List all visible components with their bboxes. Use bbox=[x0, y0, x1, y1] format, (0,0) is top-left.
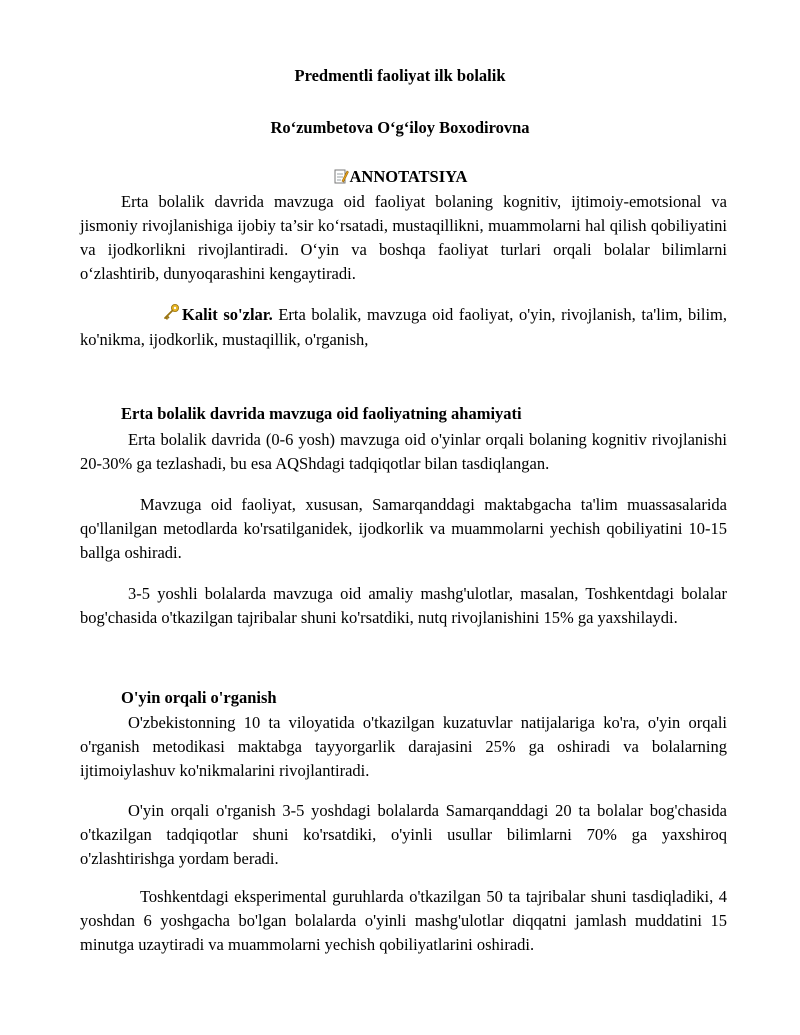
keywords-paragraph bbox=[80, 303, 727, 352]
author-name: Ro‘zumbetova O‘g‘iloy Boxodirovna bbox=[270, 118, 530, 137]
annotation-heading-row bbox=[0, 167, 800, 189]
section-heading-importance: Erta bolalik davrida mavzuga oid faoliyatning ahamiyati bbox=[121, 404, 522, 423]
key-icon bbox=[121, 303, 180, 328]
paper-title: Predmentli faoliyat ilk bolalik bbox=[294, 66, 506, 85]
section1-paragraph: Mavzuga oid faoliyat, xususan, Samarqanddagi maktabgacha ta'lim muassasalarida qo'llanilgan metodlarda ko'rsatilganidek, ijodkorlik va muammolarni yechish qobiliyatini 10-15 ballga oshiradi. bbox=[80, 495, 727, 562]
section2-paragraph: Toshkentdagi eksperimental guruhlarda o'tkazilgan 50 ta tajribalar shuni tasdiqladiki, 4 yoshdan 6 yoshgacha bo'lgan bolalarda o'yinli mashg'ulotlar diqqatni jamlash muddatini 15 minutga uzaytiradi va muammolarni yechish qobiliyatlarini oshiradi. bbox=[80, 887, 727, 954]
annotation-text-wrap bbox=[80, 190, 727, 286]
section1-paragraph: Erta bolalik davrida (0-6 yosh) mavzuga oid o'yinlar orqali bolaning kognitiv rivojlanishi 20-30% ga tezlashadi, bu esa AQShdagi tadqiqotlar bilan tasdiqlangan. bbox=[80, 430, 727, 473]
keywords-label: Kalit so'zlar. bbox=[182, 305, 273, 324]
section2-paragraph: O'zbekistonning 10 ta viloyatida o'tkazilgan kuzatuvlar natijalariga ko'ra, o'yin orqali o'rganish metodikasi maktabga tayyorgarlik darajasini 25% ga oshiradi va bolalarning ijtimoiylashuv ko'nikmalarini rivojlantiradi. bbox=[80, 713, 727, 780]
annotation-text: Erta bolalik davrida mavzuga oid faoliyat bolaning kognitiv, ijtimoiy-emotsional va jismoniy rivojlanishiga ijobiy ta’sir ko‘rsatadi, mustaqillikni, muammolarni hal qilish qobiliyatini va ijodkorlikni rivojlantiradi. O‘yin va boshqa faoliyat turlari orqali bolalar bilimlarni o‘zlashtirib, dunyoqarashini kengaytiradi. bbox=[80, 192, 727, 283]
annotation-heading: ANNOTATSIYA bbox=[349, 167, 468, 186]
note-icon bbox=[333, 168, 349, 189]
keywords-text: Erta bolalik, mavzuga oid faoliyat, o'yin, rivojlanish, ta'lim, bilim, ko'nikma, ijodkorlik, mustaqillik, o'rganish, bbox=[80, 305, 727, 349]
section1-paragraph: 3-5 yoshli bolalarda mavzuga oid amaliy mashg'ulotlar, masalan, Toshkentdagi bolalar bog'chasida o'tkazilgan tajribalar shuni ko'rsatdiki, nutq rivojlanishini 15% ga yaxshilaydi. bbox=[80, 584, 727, 627]
section2-paragraph: O'yin orqali o'rganish 3-5 yoshdagi bolalarda Samarqanddagi 20 ta bolalar bog'chasida o'tkazilgan tadqiqotlar shuni ko'rsatdiki, o'yinli usullar bilimlarni 70% ga yaxshiroq o'zlashtirishga yordam beradi. bbox=[80, 801, 727, 868]
section-heading-play-learning: O'yin orqali o'rganish bbox=[121, 688, 277, 707]
